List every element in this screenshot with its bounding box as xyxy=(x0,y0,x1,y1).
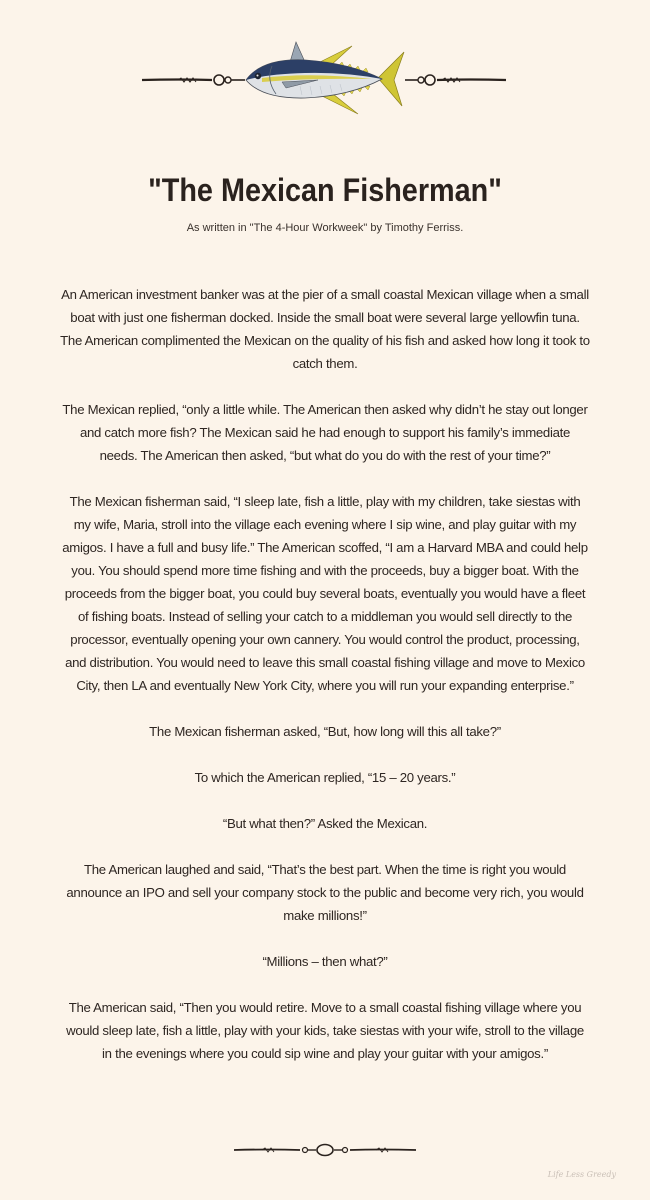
footer-flourish-icon xyxy=(0,1138,650,1162)
story-paragraph: The Mexican fisherman asked, “But, how long will this all take?” xyxy=(149,724,501,739)
header-ornament xyxy=(0,0,650,130)
story-body xyxy=(60,283,590,1088)
left-flourish-icon xyxy=(142,75,245,85)
right-flourish-icon xyxy=(405,75,506,85)
page-title: "The Mexican Fisherman" xyxy=(148,172,502,208)
story-paragraph: The Mexican replied, “only a little while. The American then asked why didn’t he stay out longer and catch more fish? The Mexican said he had enough to support his family’s immediate needs. The American then asked, “but what do you do with the rest of your time?” xyxy=(62,402,588,463)
story-paragraph: The Mexican fisherman said, “I sleep late, fish a little, play with my children, take siestas with my wife, Maria, stroll into the village each evening where I sip wine, and play guitar with my amigos. I have a full and busy life.” The American scoffed, “I am a Harvard MBA and could help you. You should spend more time fishing and with the proceeds, buy a bigger boat. With the proceeds from the bigger boat, you could buy several boats, eventually you would have a fleet of fishing boats. Instead of selling your catch to a middleman you would sell directly to the processor, eventually opening your own cannery. You would control the product, processing, and distribution. You would need to leave this small coastal fishing village and move to Mexico City, then LA and eventually New York City, where you will run your expanding enterprise.” xyxy=(62,494,588,693)
story-paragraph: “Millions – then what?” xyxy=(262,954,388,969)
story-paragraph: An American investment banker was at the pier of a small coastal Mexican village when a small boat with just one fisherman docked. Inside the small boat were several large yellowfin tuna. The American complimented the Mexican on the quality of his fish and asked how long it took to catch them. xyxy=(60,287,590,371)
yellowfin-tuna-icon xyxy=(246,42,404,114)
story-paragraph: “But what then?” Asked the Mexican. xyxy=(222,816,428,831)
page-subtitle: As written in "The 4-Hour Workweek" by Timothy Ferriss. xyxy=(186,222,464,234)
story-paragraph: The American laughed and said, “That’s the best part. When the time is right you would announce an IPO and sell your company stock to the public and become very rich, you would make millions!” xyxy=(66,862,584,923)
watermark: Life Less Greedy xyxy=(547,1170,616,1179)
story-paragraph: The American said, “Then you would retire. Move to a small coastal fishing village where you would sleep late, fish a little, play with your kids, take siestas with your wife, stroll to the village in the evenings where you could sip wine and play your guitar with your amigos.” xyxy=(66,1000,584,1061)
story-paragraph: To which the American replied, “15 – 20 years.” xyxy=(194,770,456,785)
